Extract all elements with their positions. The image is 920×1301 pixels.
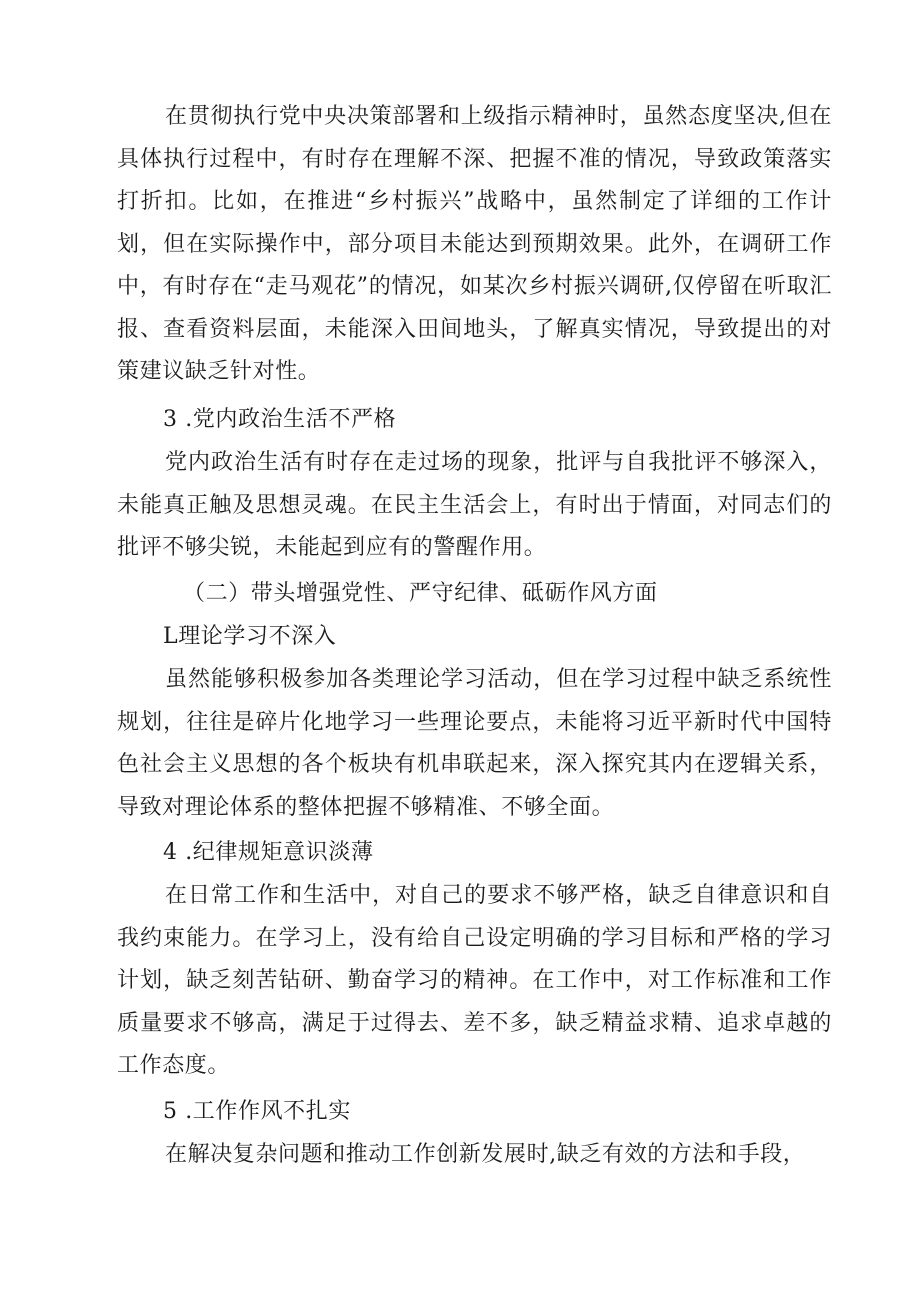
section-heading-party-spirit-discipline: （二）带头增强党性、严守纪律、砥砺作风方面 [183, 581, 658, 606]
paragraph-party-political-life: 党内政治生活有时存在走过场的现象，批评与自我批评不够深入，未能真正触及思想灵魂。在民主生活会上，有时出于情面，对同志们的批评不够尖锐，未能起到应有的警醒作用。 [117, 450, 832, 560]
paragraph-work-style: 在解决复杂问题和推动工作创新发展时,缺乏有效的方法和手段， [165, 1142, 806, 1167]
paragraph-policy-implementation: 在贯彻执行党中央决策部署和上级指示精神时，虽然态度坚决,但在具体执行过程中，有时存在理解不深、把握不准的情况，导致政策落实打折扣。比如，在推进“乡村振兴”战略中，虽然制定了详细的工作计划，但在实际操作中，部分项目未能达到预期效果。此外，在调研工作中，有时存在“走马观花”的情况，如某次乡村振兴调研,仅停留在听取汇报、查看资料层面，未能深入田间地头，了解真实情况，导致提出的对策建议缺乏针对性。 [117, 104, 832, 384]
heading-discipline-awareness: 4 .纪律规矩意识淡薄 [163, 840, 374, 865]
paragraph-theory-study: 虽然能够积极参加各类理论学习活动，但在学习过程中缺乏系统性规划，往往是碎片化地学习一些理论要点，未能将习近平新时代中国特色社会主义思想的各个板块有机串联起来，深入探究其内在逻辑关系，导致对理论体系的整体把握不够精准、不够全面。 [117, 667, 832, 820]
heading-work-style: 5 .工作作风不扎实 [163, 1099, 351, 1124]
paragraph-discipline-awareness: 在日常工作和生活中，对自己的要求不够严格，缺乏自律意识和自我约束能力。在学习上，没有给自己设定明确的学习目标和严格的学习计划，缺乏刻苦钻研、勤奋学习的精神。在工作中，对工作标准和工作质量要求不够高，满足于过得去、差不多，缺乏精益求精、追求卓越的工作态度。 [117, 883, 832, 1078]
heading-theory-study: L理论学习不深入 [163, 624, 337, 649]
heading-party-political-life: 3 .党内政治生活不严格 [163, 407, 397, 432]
